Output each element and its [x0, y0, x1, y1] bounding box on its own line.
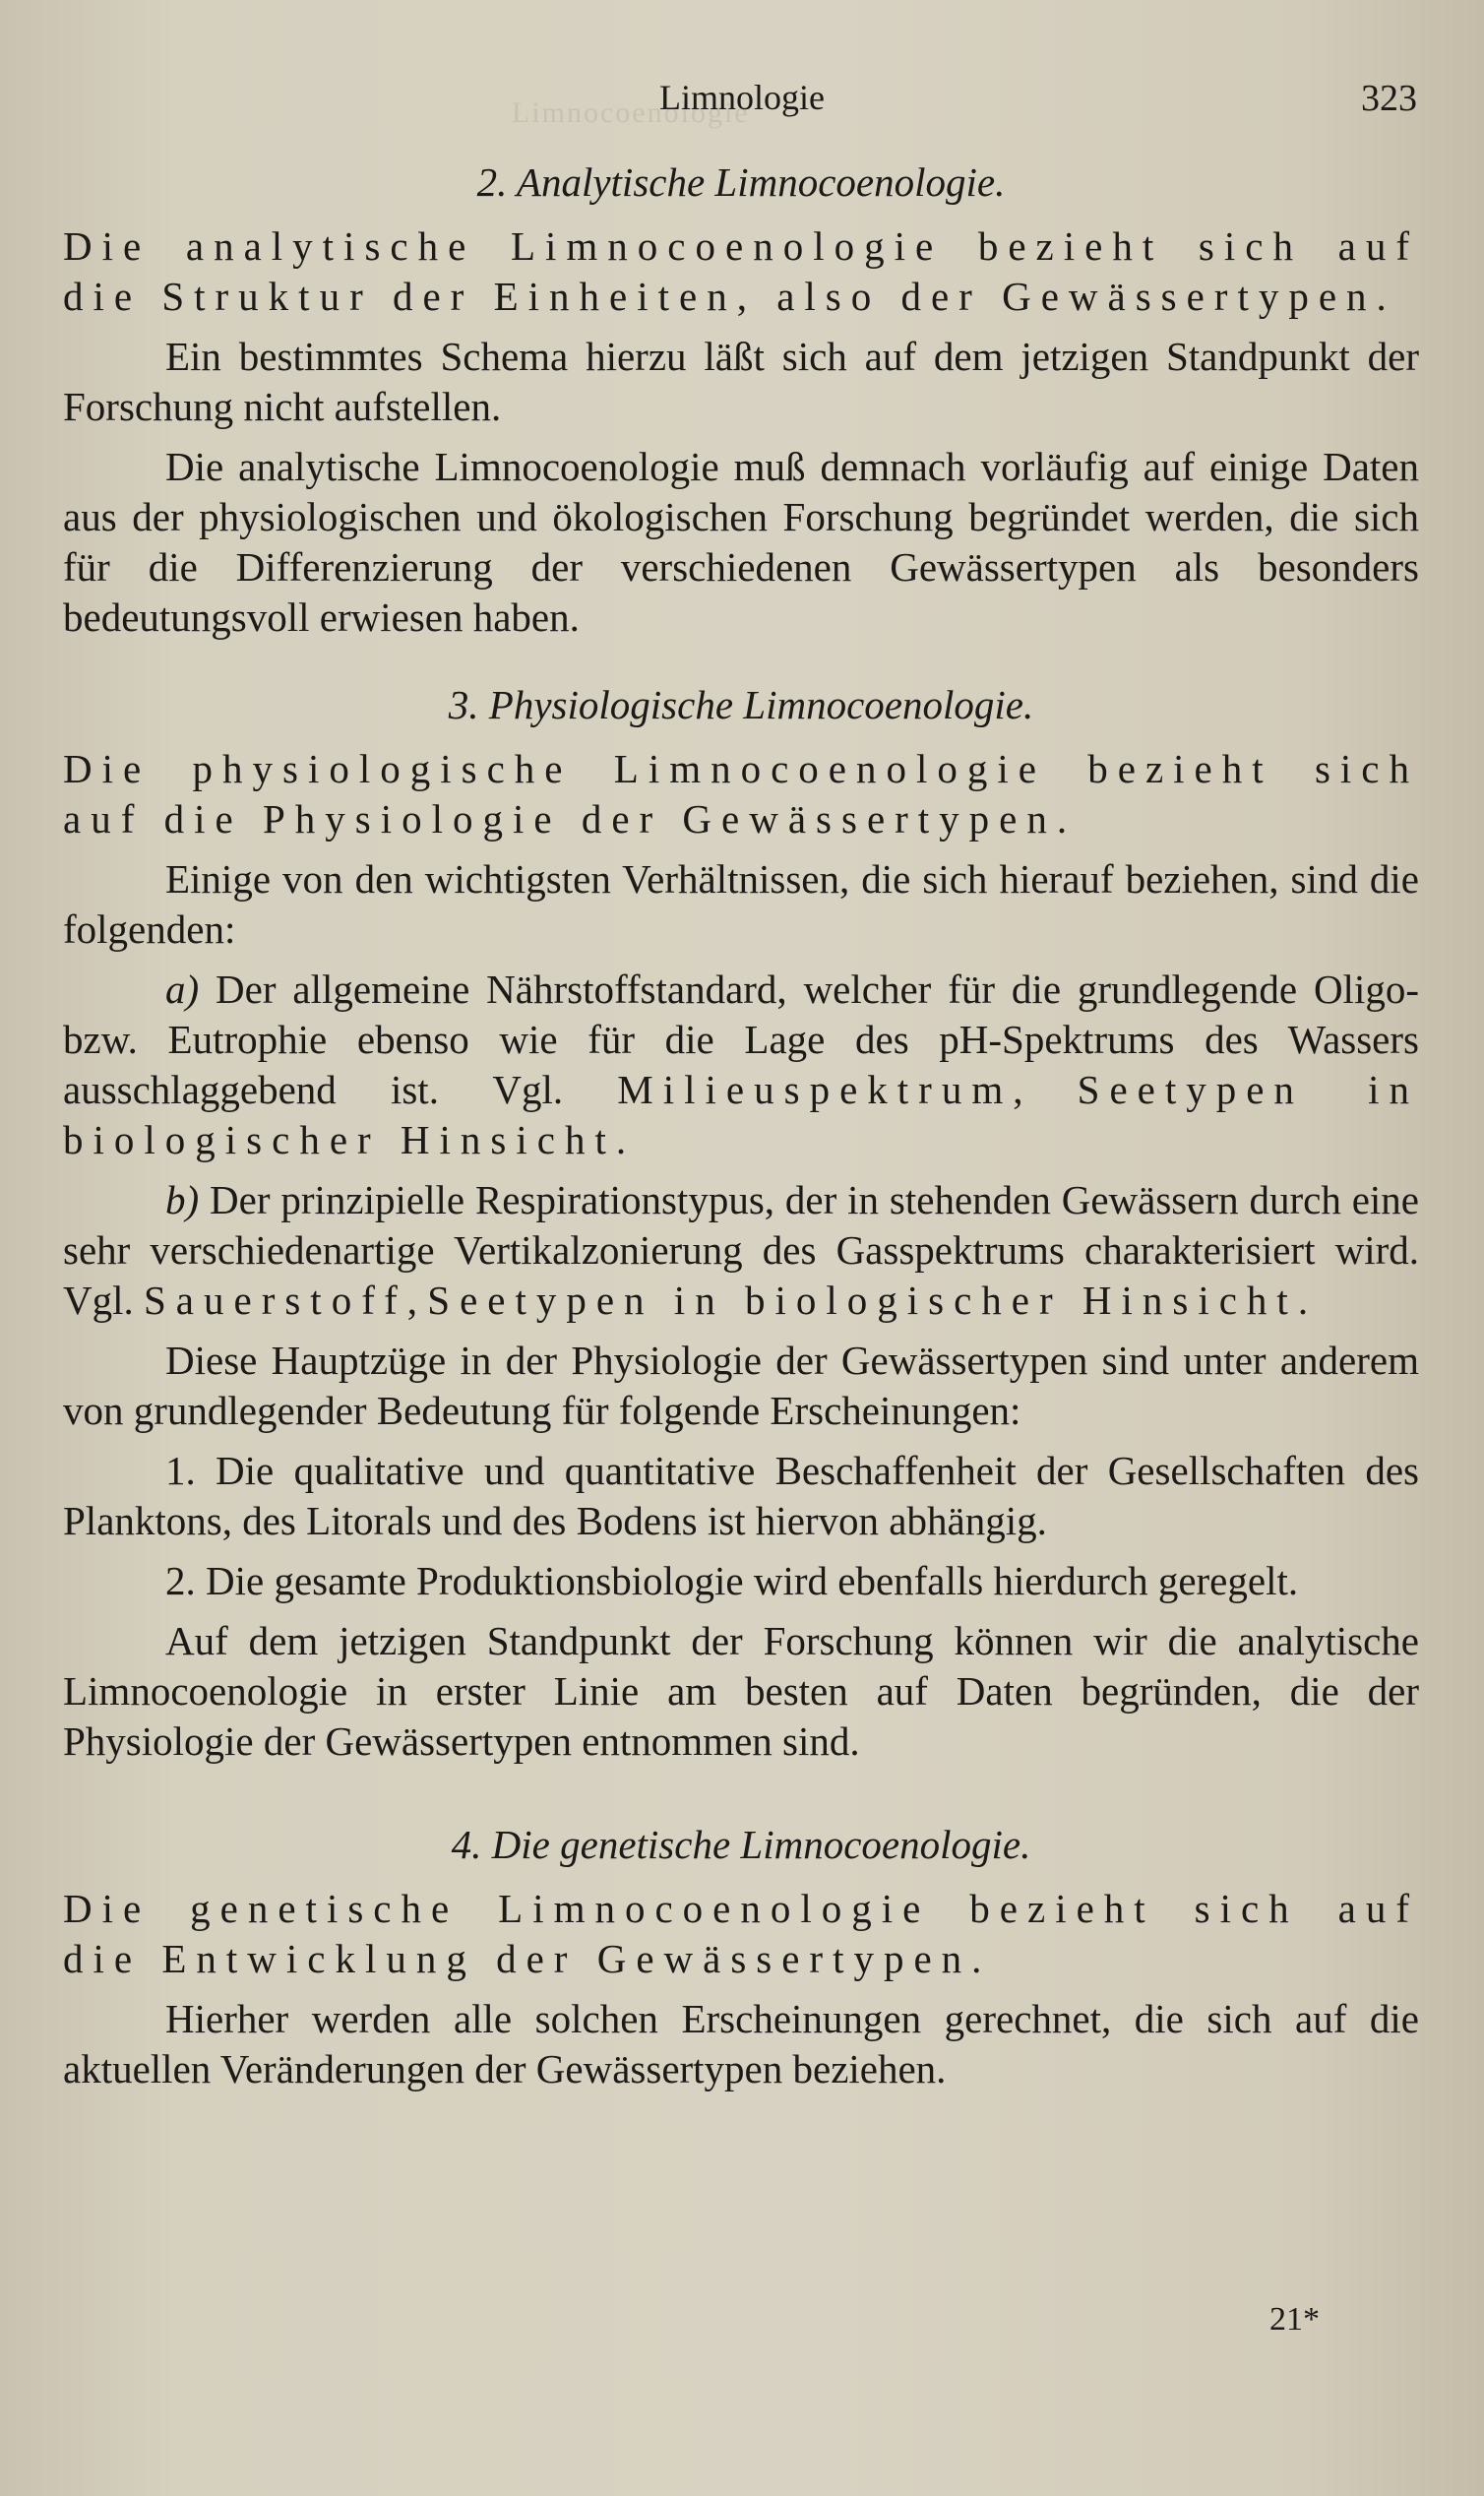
- numbered-item-2: 2. Die gesamte Produktionsbiologie wird ebenfalls hierdurch geregelt.: [165, 1558, 1299, 1603]
- section-lead: Die analytische Limnocoenologie bezieht sich auf die Struktur der Einheiten, also der Gewässertypen.: [63, 223, 1419, 319]
- item-end: .: [1297, 1278, 1309, 1323]
- page-header: [67, 77, 1417, 126]
- paragraph: Die analytische Limnocoenologie muß demnach vorläufig auf einige Daten aus der physiologischen und ökologischen Forschung begründet werden, die sich für die Differenzierung der verschiedenen Gewässertypen als besonders bedeutungsvoll erwiesen haben.: [63, 444, 1419, 640]
- section-heading-genetic: 4. Die genetische Limnocoenologie.: [451, 1822, 1031, 1867]
- page-number: 323: [1361, 78, 1417, 119]
- separator: ,: [1013, 1067, 1078, 1112]
- section-heading-analytical: 2. Analytische Limnocoenologie.: [476, 159, 1006, 205]
- bleed-through-text: Limnocoenologie: [512, 96, 750, 129]
- cross-reference: Seetypen in biologischer Hinsicht: [427, 1278, 1298, 1323]
- paragraph: Ein bestimmtes Schema hierzu läßt sich auf dem jetzigen Standpunkt der Forschung nicht aufstellen.: [63, 334, 1419, 429]
- item-marker: b): [165, 1177, 200, 1222]
- cross-reference: Milieuspektrum: [617, 1067, 1014, 1112]
- section-lead: Die physiologische Limnocoenologie bezieht sich auf die Physiologie der Gewässertypen.: [63, 746, 1419, 842]
- paragraph: Hierher werden alle solchen Erscheinungen gerechnet, die sich auf die aktuellen Veränderungen der Gewässertypen beziehen.: [63, 1996, 1419, 2091]
- list-item-a: [63, 965, 1419, 1165]
- numbered-item-1: 1. Die qualitative und quantitative Beschaffenheit der Gesellschaften des Planktons, des Litorals und des Bodens ist hiervon abhängig.: [63, 1448, 1419, 1543]
- section-lead: Die genetische Limnocoenologie bezieht sich auf die Entwicklung der Gewässertypen.: [63, 1886, 1419, 1981]
- separator: ,: [406, 1278, 428, 1323]
- item-end: .: [615, 1117, 627, 1162]
- cross-reference: Sauerstoff: [144, 1278, 407, 1323]
- paragraph: Einige von den wichtigsten Verhältnissen, die sich hierauf beziehen, sind die folgenden:: [63, 856, 1419, 952]
- section-heading-physiological: 3. Physiologische Limnocoenologie.: [448, 682, 1034, 727]
- item-text: Der allgemeine Nährstoffstandard, welcher für die grundlegende Oligo- bzw. Eutrophie ebenso wie für die Lage des pH-Spektrums des Wassers ausschlaggebend ist. Vgl.: [63, 967, 1419, 1112]
- page-body: [63, 157, 1419, 2104]
- item-marker: a): [165, 967, 200, 1012]
- signature-mark: 21*: [1269, 2301, 1320, 2338]
- paragraph: Auf dem jetzigen Standpunkt der Forschung können wir die analytische Limnocoenologie in erster Linie am besten auf Daten begründen, die der Physiologie der Gewässertypen entnommen sind.: [63, 1618, 1419, 1764]
- running-title: Limnologie: [659, 78, 825, 117]
- paragraph: Diese Hauptzüge in der Physiologie der Gewässertypen sind unter anderem von grundlegender Bedeutung für folgende Erscheinungen:: [63, 1338, 1419, 1433]
- list-item-b: [63, 1175, 1419, 1326]
- cross-reference: Seetypen in biologischer Hinsicht: [63, 1067, 1419, 1162]
- item-text: Der prinzipielle Respirationstypus, der in stehenden Gewässern durch eine sehr verschiedenartige Vertikalzonierung des Gasspektrums charakterisiert wird. Vgl.: [63, 1177, 1419, 1323]
